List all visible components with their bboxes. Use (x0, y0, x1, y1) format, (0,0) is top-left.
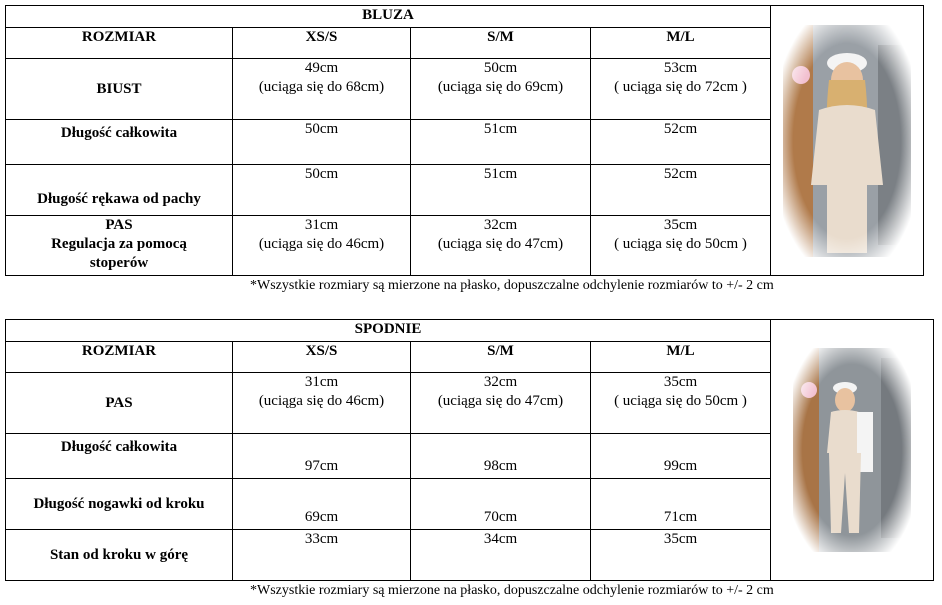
spodnie-size-table (5, 319, 934, 581)
bluza-biust-m-l: 53cm ( uciąga się do 72cm ) (591, 59, 771, 120)
bluza-note: *Wszystkie rozmiary są mierzone na płasko, dopuszczalne odchylenie rozmiarów to +/- 2 cm (250, 278, 774, 293)
bluza-label-dlugosc-rekawa: Długość rękawa od pachy (6, 165, 233, 216)
bluza-dlugosc-xs-s: 50cm (233, 120, 411, 165)
bluza-section (5, 5, 924, 276)
spodnie-pas-xs-s: 31cm (uciąga się do 46cm) (233, 373, 411, 434)
bluza-rekaw-xs-s: 50cm (233, 165, 411, 216)
spodnie-pas-m-l: 35cm ( uciąga się do 50cm ) (591, 373, 771, 434)
spodnie-header-rozmiar: ROZMIAR (6, 342, 233, 373)
bluza-label-dlugosc-calkowita: Długość całkowita (6, 120, 233, 165)
bluza-size-table (5, 5, 924, 276)
bluza-pas-m-l: 35cm ( uciąga się do 50cm ) (591, 216, 771, 276)
spodnie-nogawka-xs-s: 69cm (233, 479, 411, 530)
spodnie-dlugosc-s-m: 98cm (411, 434, 591, 479)
bluza-rekaw-m-l: 52cm (591, 165, 771, 216)
spodnie-title: SPODNIE (6, 320, 771, 342)
bluza-title: BLUZA (6, 6, 771, 28)
spodnie-stan-m-l: 35cm (591, 530, 771, 581)
model-photo-icon (783, 25, 911, 257)
bluza-header-rozmiar: ROZMIAR (6, 28, 233, 59)
bluza-dlugosc-m-l: 52cm (591, 120, 771, 165)
spodnie-section (5, 319, 934, 581)
spodnie-photo-cell (771, 320, 934, 581)
spodnie-note: *Wszystkie rozmiary są mierzone na płasko, dopuszczalne odchylenie rozmiarów to +/- 2 cm (250, 583, 774, 598)
spodnie-header-xs-s: XS/S (233, 342, 411, 373)
spodnie-stan-s-m: 34cm (411, 530, 591, 581)
bluza-pas-s-m: 32cm (uciąga się do 47cm) (411, 216, 591, 276)
spodnie-nogawka-s-m: 70cm (411, 479, 591, 530)
bluza-label-biust: BIUST (6, 59, 233, 120)
bluza-dlugosc-s-m: 51cm (411, 120, 591, 165)
bluza-photo-cell (771, 6, 924, 276)
bluza-header-xs-s: XS/S (233, 28, 411, 59)
bluza-header-m-l: M/L (591, 28, 771, 59)
bluza-label-pas: PAS Regulacja za pomocą stoperów (6, 216, 233, 276)
spodnie-stan-xs-s: 33cm (233, 530, 411, 581)
spodnie-dlugosc-m-l: 99cm (591, 434, 771, 479)
spodnie-label-dlugosc-calkowita: Długość całkowita (6, 434, 233, 479)
bluza-biust-s-m: 50cm (uciąga się do 69cm) (411, 59, 591, 120)
spodnie-pas-s-m: 32cm (uciąga się do 47cm) (411, 373, 591, 434)
spodnie-label-pas: PAS (6, 373, 233, 434)
spodnie-label-dlugosc-nogawki: Długość nogawki od kroku (6, 479, 233, 530)
bluza-rekaw-s-m: 51cm (411, 165, 591, 216)
spodnie-nogawka-m-l: 71cm (591, 479, 771, 530)
spodnie-header-s-m: S/M (411, 342, 591, 373)
spodnie-label-stan-od-kroku: Stan od kroku w górę (6, 530, 233, 581)
spodnie-header-m-l: M/L (591, 342, 771, 373)
bluza-header-s-m: S/M (411, 28, 591, 59)
bluza-biust-xs-s: 49cm (uciąga się do 68cm) (233, 59, 411, 120)
bluza-pas-xs-s: 31cm (uciąga się do 46cm) (233, 216, 411, 276)
spodnie-dlugosc-xs-s: 97cm (233, 434, 411, 479)
model-photo-icon (793, 348, 911, 552)
